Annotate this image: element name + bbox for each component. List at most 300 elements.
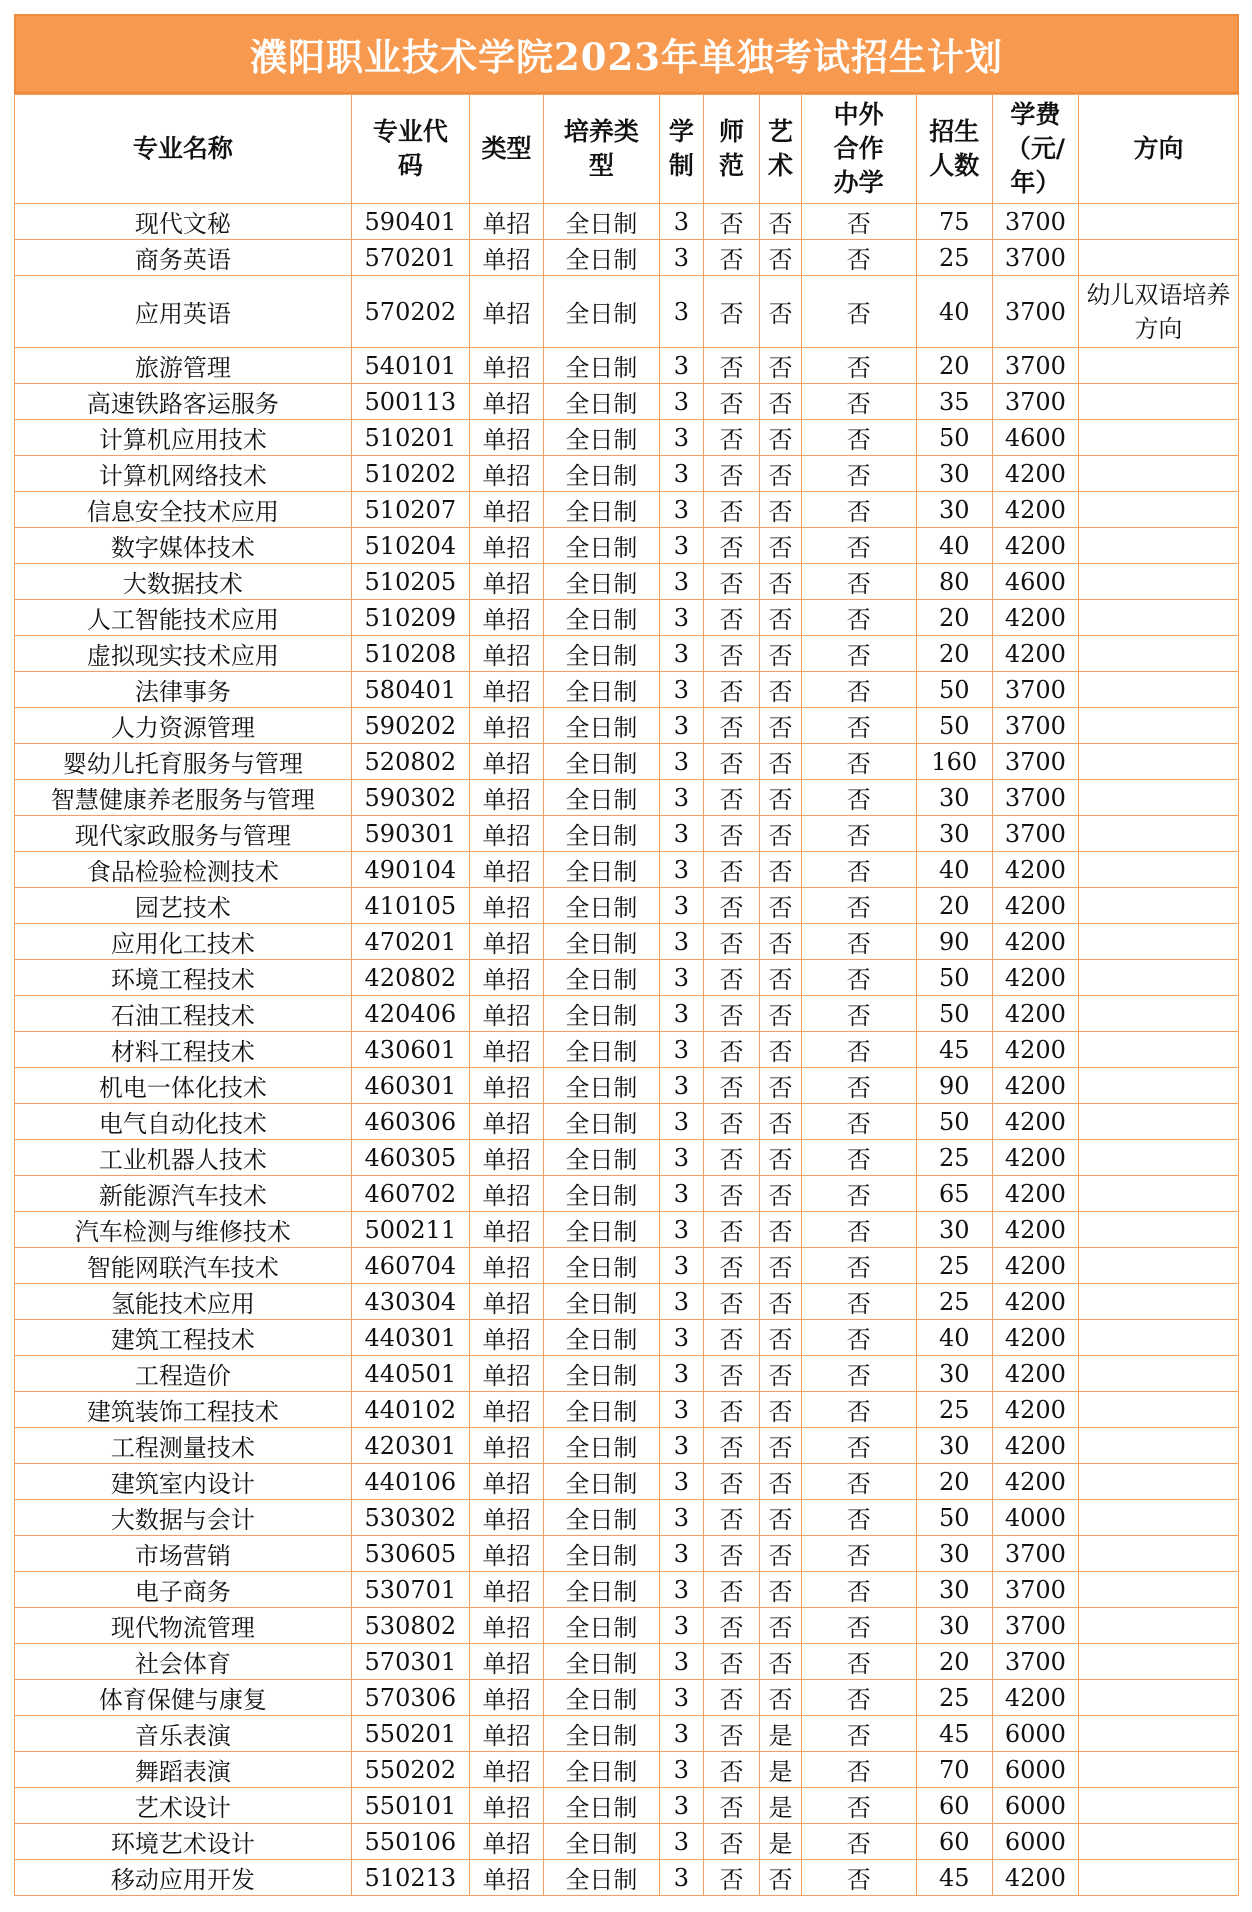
cell-type: 单招 xyxy=(469,1680,543,1716)
cell-code: 440102 xyxy=(351,1392,469,1428)
cell-name: 大数据技术 xyxy=(15,564,352,600)
cell-normal: 否 xyxy=(703,1824,759,1860)
cell-art: 否 xyxy=(760,924,802,960)
cell-count: 20 xyxy=(916,636,992,672)
header-fee: 学费（元/年） xyxy=(992,95,1078,204)
table-row xyxy=(15,708,1239,744)
table-row xyxy=(15,1500,1239,1536)
cell-name: 现代物流管理 xyxy=(15,1608,352,1644)
cell-name: 艺术设计 xyxy=(15,1788,352,1824)
cell-code: 550202 xyxy=(351,1752,469,1788)
cell-art: 是 xyxy=(760,1716,802,1752)
cell-name: 汽车检测与维修技术 xyxy=(15,1212,352,1248)
cell-type: 单招 xyxy=(469,348,543,384)
cell-training: 全日制 xyxy=(543,1320,659,1356)
cell-direction xyxy=(1078,1320,1238,1356)
cell-art: 否 xyxy=(760,384,802,420)
cell-direction xyxy=(1078,1212,1238,1248)
cell-name: 移动应用开发 xyxy=(15,1860,352,1896)
cell-fee: 4600 xyxy=(992,564,1078,600)
cell-years: 3 xyxy=(659,780,703,816)
table-row xyxy=(15,852,1239,888)
cell-count: 30 xyxy=(916,1608,992,1644)
cell-fee: 3700 xyxy=(992,672,1078,708)
cell-fee: 3700 xyxy=(992,708,1078,744)
cell-coop: 否 xyxy=(801,528,916,564)
cell-name: 智慧健康养老服务与管理 xyxy=(15,780,352,816)
cell-years: 3 xyxy=(659,1752,703,1788)
cell-count: 50 xyxy=(916,672,992,708)
cell-training: 全日制 xyxy=(543,1608,659,1644)
cell-type: 单招 xyxy=(469,1824,543,1860)
cell-coop: 否 xyxy=(801,1032,916,1068)
cell-name: 信息安全技术应用 xyxy=(15,492,352,528)
cell-type: 单招 xyxy=(469,1176,543,1212)
cell-direction xyxy=(1078,1104,1238,1140)
cell-coop: 否 xyxy=(801,1788,916,1824)
cell-name: 氢能技术应用 xyxy=(15,1284,352,1320)
cell-code: 590401 xyxy=(351,204,469,240)
cell-direction xyxy=(1078,816,1238,852)
cell-direction xyxy=(1078,744,1238,780)
cell-normal: 否 xyxy=(703,1248,759,1284)
cell-normal: 否 xyxy=(703,924,759,960)
cell-code: 420301 xyxy=(351,1428,469,1464)
cell-art: 否 xyxy=(760,1212,802,1248)
cell-coop: 否 xyxy=(801,240,916,276)
cell-coop: 否 xyxy=(801,1356,916,1392)
cell-years: 3 xyxy=(659,1860,703,1896)
cell-count: 25 xyxy=(916,1392,992,1428)
cell-training: 全日制 xyxy=(543,348,659,384)
cell-direction xyxy=(1078,1680,1238,1716)
cell-training: 全日制 xyxy=(543,744,659,780)
cell-count: 25 xyxy=(916,1248,992,1284)
cell-years: 3 xyxy=(659,492,703,528)
cell-type: 单招 xyxy=(469,1500,543,1536)
cell-coop: 否 xyxy=(801,600,916,636)
cell-direction xyxy=(1078,1248,1238,1284)
cell-training: 全日制 xyxy=(543,1392,659,1428)
cell-direction xyxy=(1078,1428,1238,1464)
cell-normal: 否 xyxy=(703,1536,759,1572)
cell-direction xyxy=(1078,924,1238,960)
cell-name: 市场营销 xyxy=(15,1536,352,1572)
cell-count: 50 xyxy=(916,996,992,1032)
cell-name: 材料工程技术 xyxy=(15,1032,352,1068)
cell-normal: 否 xyxy=(703,1284,759,1320)
cell-art: 否 xyxy=(760,888,802,924)
cell-training: 全日制 xyxy=(543,1140,659,1176)
cell-fee: 3700 xyxy=(992,240,1078,276)
table-row xyxy=(15,1176,1239,1212)
cell-direction xyxy=(1078,492,1238,528)
cell-art: 否 xyxy=(760,1284,802,1320)
cell-normal: 否 xyxy=(703,420,759,456)
cell-years: 3 xyxy=(659,1680,703,1716)
cell-code: 570202 xyxy=(351,276,469,348)
cell-fee: 3700 xyxy=(992,780,1078,816)
cell-art: 否 xyxy=(760,420,802,456)
cell-coop: 否 xyxy=(801,1752,916,1788)
cell-code: 460306 xyxy=(351,1104,469,1140)
cell-coop: 否 xyxy=(801,996,916,1032)
cell-training: 全日制 xyxy=(543,564,659,600)
cell-training: 全日制 xyxy=(543,1104,659,1140)
table-row xyxy=(15,1860,1239,1896)
cell-code: 510207 xyxy=(351,492,469,528)
cell-art: 否 xyxy=(760,600,802,636)
cell-fee: 4200 xyxy=(992,456,1078,492)
cell-type: 单招 xyxy=(469,204,543,240)
cell-years: 3 xyxy=(659,1716,703,1752)
cell-years: 3 xyxy=(659,528,703,564)
cell-count: 35 xyxy=(916,384,992,420)
cell-code: 590301 xyxy=(351,816,469,852)
cell-fee: 4200 xyxy=(992,528,1078,564)
table-row xyxy=(15,384,1239,420)
table-row xyxy=(15,924,1239,960)
cell-years: 3 xyxy=(659,1284,703,1320)
cell-count: 50 xyxy=(916,1104,992,1140)
table-row xyxy=(15,1212,1239,1248)
cell-normal: 否 xyxy=(703,852,759,888)
cell-name: 新能源汽车技术 xyxy=(15,1176,352,1212)
cell-years: 3 xyxy=(659,1500,703,1536)
cell-code: 500113 xyxy=(351,384,469,420)
cell-years: 3 xyxy=(659,1176,703,1212)
cell-training: 全日制 xyxy=(543,1536,659,1572)
cell-name: 建筑室内设计 xyxy=(15,1464,352,1500)
cell-code: 510202 xyxy=(351,456,469,492)
cell-art: 否 xyxy=(760,1104,802,1140)
cell-type: 单招 xyxy=(469,276,543,348)
cell-count: 30 xyxy=(916,1572,992,1608)
cell-fee: 4200 xyxy=(992,1356,1078,1392)
header-major-name: 专业名称 xyxy=(15,95,352,204)
cell-name: 石油工程技术 xyxy=(15,996,352,1032)
header-type: 类型 xyxy=(469,95,543,204)
cell-fee: 4200 xyxy=(992,1140,1078,1176)
cell-coop: 否 xyxy=(801,1428,916,1464)
cell-normal: 否 xyxy=(703,564,759,600)
cell-art: 否 xyxy=(760,1860,802,1896)
cell-normal: 否 xyxy=(703,888,759,924)
table-row xyxy=(15,1104,1239,1140)
cell-years: 3 xyxy=(659,708,703,744)
cell-code: 510209 xyxy=(351,600,469,636)
header-count: 招生人数 xyxy=(916,95,992,204)
cell-art: 否 xyxy=(760,1068,802,1104)
cell-coop: 否 xyxy=(801,1680,916,1716)
cell-art: 否 xyxy=(760,1320,802,1356)
cell-normal: 否 xyxy=(703,492,759,528)
cell-count: 80 xyxy=(916,564,992,600)
cell-art: 否 xyxy=(760,1032,802,1068)
cell-code: 470201 xyxy=(351,924,469,960)
cell-count: 30 xyxy=(916,1536,992,1572)
cell-count: 160 xyxy=(916,744,992,780)
table-row xyxy=(15,780,1239,816)
cell-art: 否 xyxy=(760,1644,802,1680)
cell-normal: 否 xyxy=(703,960,759,996)
cell-coop: 否 xyxy=(801,1392,916,1428)
cell-normal: 否 xyxy=(703,1212,759,1248)
cell-name: 旅游管理 xyxy=(15,348,352,384)
cell-direction xyxy=(1078,384,1238,420)
header-art: 艺术 xyxy=(760,95,802,204)
cell-count: 60 xyxy=(916,1824,992,1860)
cell-coop: 否 xyxy=(801,1824,916,1860)
cell-art: 是 xyxy=(760,1752,802,1788)
cell-training: 全日制 xyxy=(543,456,659,492)
cell-count: 70 xyxy=(916,1752,992,1788)
cell-fee: 4200 xyxy=(992,1284,1078,1320)
cell-art: 否 xyxy=(760,636,802,672)
cell-code: 550106 xyxy=(351,1824,469,1860)
cell-fee: 4200 xyxy=(992,600,1078,636)
table-row xyxy=(15,1140,1239,1176)
cell-training: 全日制 xyxy=(543,276,659,348)
cell-training: 全日制 xyxy=(543,600,659,636)
cell-direction xyxy=(1078,960,1238,996)
table-row xyxy=(15,1464,1239,1500)
cell-direction xyxy=(1078,1572,1238,1608)
cell-name: 婴幼儿托育服务与管理 xyxy=(15,744,352,780)
cell-code: 530605 xyxy=(351,1536,469,1572)
cell-art: 否 xyxy=(760,852,802,888)
cell-count: 50 xyxy=(916,960,992,996)
cell-code: 550201 xyxy=(351,1716,469,1752)
cell-coop: 否 xyxy=(801,636,916,672)
cell-training: 全日制 xyxy=(543,1572,659,1608)
cell-fee: 4200 xyxy=(992,1104,1078,1140)
cell-code: 580401 xyxy=(351,672,469,708)
cell-name: 体育保健与康复 xyxy=(15,1680,352,1716)
cell-count: 45 xyxy=(916,1860,992,1896)
cell-fee: 3700 xyxy=(992,348,1078,384)
cell-count: 90 xyxy=(916,924,992,960)
cell-fee: 4200 xyxy=(992,1860,1078,1896)
cell-direction xyxy=(1078,456,1238,492)
cell-training: 全日制 xyxy=(543,384,659,420)
table-row xyxy=(15,564,1239,600)
cell-name: 计算机网络技术 xyxy=(15,456,352,492)
cell-normal: 否 xyxy=(703,1320,759,1356)
table-row xyxy=(15,1824,1239,1860)
cell-code: 530701 xyxy=(351,1572,469,1608)
cell-type: 单招 xyxy=(469,240,543,276)
cell-coop: 否 xyxy=(801,1464,916,1500)
cell-count: 40 xyxy=(916,276,992,348)
cell-years: 3 xyxy=(659,1032,703,1068)
cell-name: 现代家政服务与管理 xyxy=(15,816,352,852)
cell-type: 单招 xyxy=(469,384,543,420)
cell-training: 全日制 xyxy=(543,1284,659,1320)
cell-years: 3 xyxy=(659,420,703,456)
cell-code: 510201 xyxy=(351,420,469,456)
cell-normal: 否 xyxy=(703,1752,759,1788)
cell-type: 单招 xyxy=(469,708,543,744)
cell-type: 单招 xyxy=(469,816,543,852)
table-row xyxy=(15,888,1239,924)
cell-art: 否 xyxy=(760,456,802,492)
cell-fee: 3700 xyxy=(992,744,1078,780)
cell-years: 3 xyxy=(659,1068,703,1104)
table-row xyxy=(15,204,1239,240)
cell-code: 590302 xyxy=(351,780,469,816)
cell-name: 商务英语 xyxy=(15,240,352,276)
cell-art: 否 xyxy=(760,1176,802,1212)
cell-normal: 否 xyxy=(703,348,759,384)
cell-type: 单招 xyxy=(469,996,543,1032)
cell-fee: 3700 xyxy=(992,1536,1078,1572)
table-row xyxy=(15,1788,1239,1824)
cell-type: 单招 xyxy=(469,1716,543,1752)
table-row xyxy=(15,1608,1239,1644)
cell-count: 30 xyxy=(916,1428,992,1464)
cell-art: 否 xyxy=(760,1500,802,1536)
cell-normal: 否 xyxy=(703,1392,759,1428)
cell-name: 人工智能技术应用 xyxy=(15,600,352,636)
cell-code: 420406 xyxy=(351,996,469,1032)
cell-coop: 否 xyxy=(801,384,916,420)
cell-normal: 否 xyxy=(703,780,759,816)
cell-name: 数字媒体技术 xyxy=(15,528,352,564)
cell-type: 单招 xyxy=(469,1248,543,1284)
cell-type: 单招 xyxy=(469,744,543,780)
cell-type: 单招 xyxy=(469,1104,543,1140)
cell-name: 电子商务 xyxy=(15,1572,352,1608)
cell-type: 单招 xyxy=(469,1320,543,1356)
cell-art: 否 xyxy=(760,1248,802,1284)
cell-count: 30 xyxy=(916,1212,992,1248)
cell-type: 单招 xyxy=(469,1140,543,1176)
cell-training: 全日制 xyxy=(543,1428,659,1464)
cell-type: 单招 xyxy=(469,1068,543,1104)
cell-coop: 否 xyxy=(801,888,916,924)
cell-name: 应用英语 xyxy=(15,276,352,348)
cell-art: 否 xyxy=(760,528,802,564)
cell-count: 90 xyxy=(916,1068,992,1104)
cell-name: 电气自动化技术 xyxy=(15,1104,352,1140)
cell-art: 否 xyxy=(760,1356,802,1392)
cell-art: 是 xyxy=(760,1824,802,1860)
cell-coop: 否 xyxy=(801,1320,916,1356)
cell-direction xyxy=(1078,888,1238,924)
cell-years: 3 xyxy=(659,1536,703,1572)
table-row xyxy=(15,528,1239,564)
table-row xyxy=(15,1680,1239,1716)
cell-normal: 否 xyxy=(703,708,759,744)
cell-fee: 3700 xyxy=(992,1644,1078,1680)
cell-direction xyxy=(1078,1644,1238,1680)
cell-count: 25 xyxy=(916,240,992,276)
cell-code: 520802 xyxy=(351,744,469,780)
cell-type: 单招 xyxy=(469,1428,543,1464)
cell-count: 75 xyxy=(916,204,992,240)
cell-fee: 4200 xyxy=(992,924,1078,960)
cell-normal: 否 xyxy=(703,276,759,348)
cell-coop: 否 xyxy=(801,564,916,600)
cell-coop: 否 xyxy=(801,780,916,816)
cell-years: 3 xyxy=(659,744,703,780)
cell-normal: 否 xyxy=(703,1500,759,1536)
cell-count: 30 xyxy=(916,780,992,816)
cell-code: 460301 xyxy=(351,1068,469,1104)
cell-code: 510205 xyxy=(351,564,469,600)
cell-normal: 否 xyxy=(703,1140,759,1176)
cell-type: 单招 xyxy=(469,1212,543,1248)
cell-fee: 4200 xyxy=(992,1680,1078,1716)
cell-art: 否 xyxy=(760,744,802,780)
cell-direction xyxy=(1078,1788,1238,1824)
table-row xyxy=(15,456,1239,492)
cell-coop: 否 xyxy=(801,1716,916,1752)
cell-fee: 4000 xyxy=(992,1500,1078,1536)
cell-name: 环境艺术设计 xyxy=(15,1824,352,1860)
cell-direction xyxy=(1078,1392,1238,1428)
cell-code: 430304 xyxy=(351,1284,469,1320)
cell-art: 否 xyxy=(760,1464,802,1500)
cell-fee: 6000 xyxy=(992,1716,1078,1752)
cell-type: 单招 xyxy=(469,1032,543,1068)
table-row xyxy=(15,1320,1239,1356)
cell-coop: 否 xyxy=(801,924,916,960)
cell-training: 全日制 xyxy=(543,204,659,240)
cell-normal: 否 xyxy=(703,1356,759,1392)
table-row xyxy=(15,1248,1239,1284)
cell-normal: 否 xyxy=(703,1428,759,1464)
cell-type: 单招 xyxy=(469,1788,543,1824)
cell-years: 3 xyxy=(659,1644,703,1680)
cell-name: 虚拟现实技术应用 xyxy=(15,636,352,672)
cell-direction xyxy=(1078,528,1238,564)
cell-name: 建筑工程技术 xyxy=(15,1320,352,1356)
cell-fee: 3700 xyxy=(992,276,1078,348)
cell-training: 全日制 xyxy=(543,1176,659,1212)
cell-years: 3 xyxy=(659,1824,703,1860)
cell-name: 舞蹈表演 xyxy=(15,1752,352,1788)
cell-fee: 3700 xyxy=(992,384,1078,420)
cell-count: 20 xyxy=(916,888,992,924)
cell-fee: 4200 xyxy=(992,888,1078,924)
cell-name: 环境工程技术 xyxy=(15,960,352,996)
cell-count: 40 xyxy=(916,1320,992,1356)
cell-coop: 否 xyxy=(801,816,916,852)
cell-fee: 4200 xyxy=(992,1248,1078,1284)
table-row xyxy=(15,1032,1239,1068)
cell-art: 否 xyxy=(760,1140,802,1176)
table-row xyxy=(15,1572,1239,1608)
cell-direction xyxy=(1078,708,1238,744)
cell-coop: 否 xyxy=(801,348,916,384)
cell-count: 50 xyxy=(916,420,992,456)
cell-direction xyxy=(1078,1356,1238,1392)
cell-fee: 3700 xyxy=(992,816,1078,852)
header-years: 学制 xyxy=(659,95,703,204)
table-row xyxy=(15,1644,1239,1680)
cell-coop: 否 xyxy=(801,1212,916,1248)
cell-type: 单招 xyxy=(469,888,543,924)
cell-count: 60 xyxy=(916,1788,992,1824)
cell-direction xyxy=(1078,1860,1238,1896)
cell-normal: 否 xyxy=(703,744,759,780)
cell-training: 全日制 xyxy=(543,1716,659,1752)
cell-name: 社会体育 xyxy=(15,1644,352,1680)
cell-fee: 4200 xyxy=(992,1320,1078,1356)
cell-training: 全日制 xyxy=(543,780,659,816)
